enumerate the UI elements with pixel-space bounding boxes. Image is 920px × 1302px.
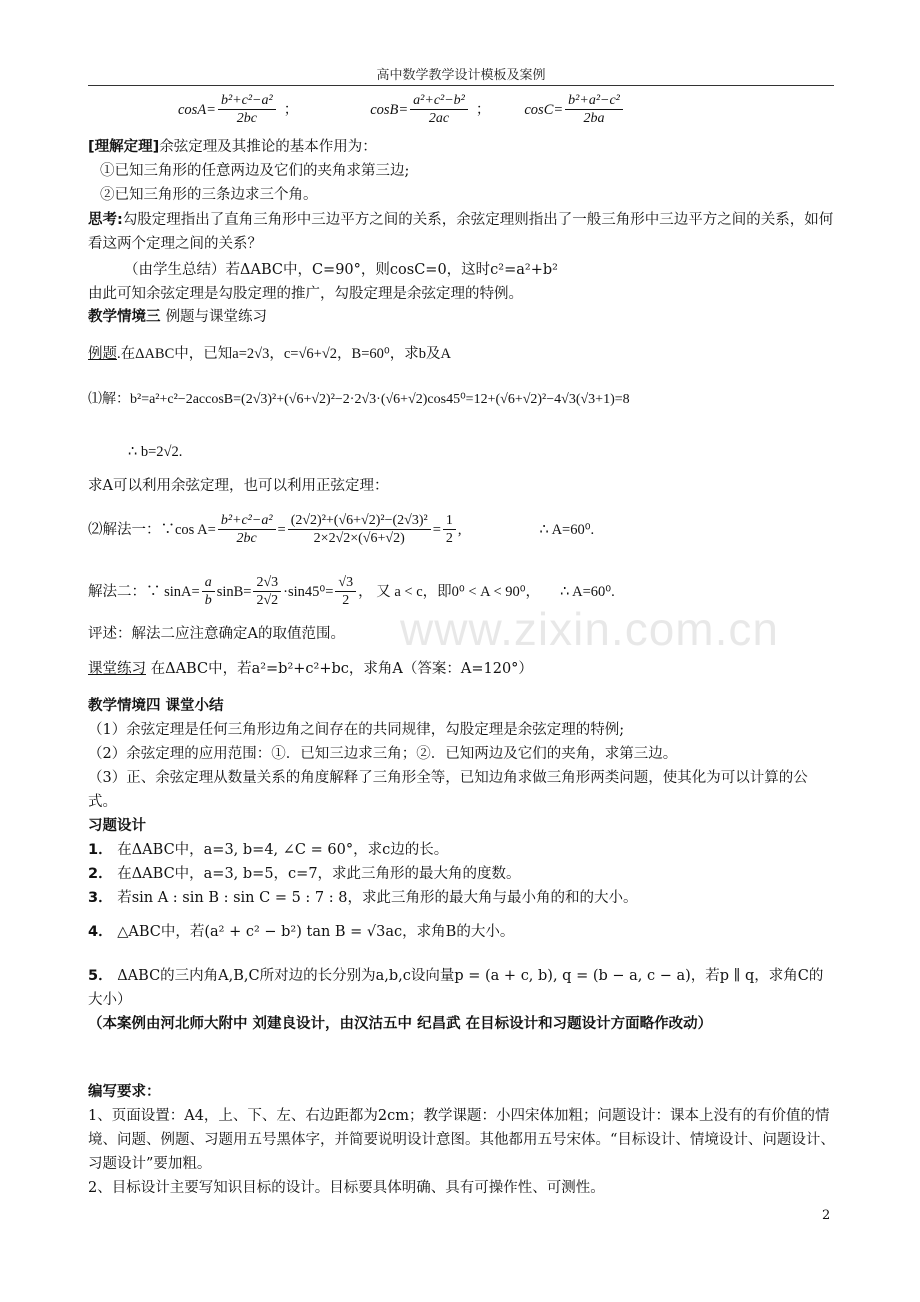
exercise-5 — [88, 964, 836, 1012]
requirements-title: 编写要求： — [88, 1084, 161, 1100]
sol2-f3-numerator: 1 — [443, 512, 456, 530]
example-label: 例题 — [88, 346, 117, 362]
sol3-fraction-1 — [202, 574, 215, 609]
exercises-section — [88, 814, 836, 1036]
exercise-5-text: ΔABC的三内角A,B,C所对边的长分别为a,b,c设向量p = (a + c, b), q = (b − a, c − a)，若p ∥ q，求角C的大小） — [88, 968, 824, 1008]
practice-text: 在ΔABC中，若a²=b²+c²+bc，求角A（答案：A=120°） — [146, 661, 533, 677]
exercise-1 — [88, 838, 836, 862]
exercise-2-number: 2． — [88, 866, 113, 882]
exercise-1-number: 1． — [88, 842, 113, 858]
separator: ； — [475, 101, 491, 118]
sol2-fraction-2 — [288, 512, 431, 547]
cosB-numerator: a²+c²−b² — [410, 92, 468, 110]
header-divider — [88, 85, 834, 86]
exercise-4-number: 4． — [88, 924, 113, 940]
page-header: 高中数学教学设计模板及案例 — [376, 68, 546, 83]
page-number: 2 — [822, 1208, 831, 1223]
practice-label: 课堂练习 — [88, 661, 146, 677]
scene3-title: 教学情境三 — [88, 309, 161, 325]
scene3-heading — [88, 305, 836, 329]
exercise-1-text: 在ΔABC中，a=3, b=4, ∠C = 60°，求c边的长。 — [117, 842, 449, 858]
summary-item-1: （1）余弦定理是任何三角形边角之间存在的共同规律，勾股定理是余弦定理的特例; — [88, 722, 625, 738]
example-text: .在ΔABC中，已知a=2√3，c=√6+√2，B=60⁰，求b及A — [117, 346, 451, 362]
requirement-2: 2、目标设计主要写知识目标的设计。目标要具体明确、具有可操作性、可测性。 — [88, 1180, 605, 1196]
cosB-denominator: 2ac — [428, 111, 450, 126]
sol3-f2-numerator: 2√3 — [253, 574, 281, 592]
cosA-numerator: b²+c²−a² — [218, 92, 276, 110]
sol3-f1-denominator: b — [204, 593, 212, 608]
scene3-subtitle: 例题与课堂练习 — [165, 309, 268, 325]
sol3-f2-denominator: 2√2 — [256, 593, 279, 608]
sol2-f2-denominator: 2×2√2×(√6+√2) — [313, 531, 405, 546]
exercise-2 — [88, 862, 836, 886]
sol3-f3-denominator: 2 — [342, 593, 350, 608]
thinking-tag: 思考: — [88, 212, 123, 228]
sol2-fraction-1 — [218, 512, 276, 547]
exercise-3-number: 3． — [88, 890, 113, 906]
solution-1: ⑴解：b²=a²+c²−2accosB=(2√3)²+(√6+√2)²−2·2√3·(√6+√2)cos45⁰=12+(√6+√2)²−4√3(√3+1)=8 — [88, 392, 630, 407]
exercise-2-text: 在ΔABC中，a=3, b=5，c=7，求此三角形的最大角的度数。 — [117, 866, 521, 882]
separator: ； — [283, 101, 299, 118]
exercise-3-text: 若sin A : sin B : sin C = 5 : 7 : 8，求此三角形的最大角与最小角的和的大小。 — [117, 890, 638, 906]
exercise-3 — [88, 886, 836, 910]
thinking-text: 勾股定理指出了直角三角形中三边平方之间的关系，余弦定理则指出了一般三角形中三边平方之间的关系，如何看这两个定理之间的关系？ — [88, 212, 834, 252]
cosB-label: cosB= — [370, 101, 409, 118]
sol2-f2-numerator: (2√2)²+(√6+√2)²−(2√3)² — [288, 512, 431, 530]
summary-item-3: （3）正、余弦定理从数量关系的角度解释了三角形全等，已知边角求做三角形两类问题，使其化为可以计算的公式。 — [88, 770, 808, 810]
sol3-fraction-3 — [335, 574, 356, 609]
sol3-result: ∴ A=60⁰. — [560, 583, 615, 600]
exercise-4 — [88, 920, 836, 944]
cosine-formulas — [178, 92, 778, 127]
solution-2: ⑵解法一：∵cos A= $\frac{\text{b²+c²−a²}}{2bc}$ = $\frac{\text{(2√2)²+(√6+√2)²−(2√3)²}}{2\times 2√2\times(√6+√2)}$ = $\frac{1}{2}$ , ∴ A=60⁰. — [88, 513, 595, 546]
cosA-label: cosA= — [178, 101, 216, 118]
sol2-prefix: ⑵解法一：∵cos A= — [88, 521, 216, 538]
understand-item-2: ②已知三角形的三条边求三个角。 — [100, 187, 318, 203]
exercise-5-number: 5． — [88, 968, 113, 984]
sol3-mid2: ·sin45⁰= — [283, 583, 334, 600]
sol3-prefix: 解法二：∵ sinA= — [88, 583, 200, 600]
understand-text: 余弦定理及其推论的基本作用为： — [159, 139, 377, 155]
sol3-f3-numerator: √3 — [335, 574, 356, 592]
sol3-f1-numerator: a — [202, 574, 215, 592]
cosA-denominator: 2bc — [236, 111, 257, 126]
cosC-denominator: 2ba — [583, 111, 605, 126]
solution-1-result: ∴ b=2√2. — [128, 444, 183, 460]
class-practice — [88, 657, 836, 681]
case-credit: （本案例由河北师大附中 刘建良设计，由汉沽五中 纪昌武 在目标设计和习题设计方面略作改动） — [88, 1016, 713, 1032]
sol2-f3-denominator: 2 — [445, 531, 453, 546]
understand-tag: [理解定理] — [88, 139, 160, 155]
understand-item-1: ①已知三角形的任意两边及它们的夹角求第三边; — [100, 163, 410, 179]
scene4-summary — [88, 694, 836, 814]
sol2-fraction-3 — [443, 512, 456, 547]
student-summary: （由学生总结）若ΔABC中，C=90°，则cosC=0，这时c²=a²+b² — [124, 262, 558, 278]
writing-requirements — [88, 1080, 836, 1200]
sol3-condition: ， 又 a < c，即0⁰ < A < 90⁰， — [358, 583, 541, 600]
cosC-fraction — [565, 92, 623, 127]
sol2-result: ∴ A=60⁰. — [539, 521, 595, 538]
cosC-label: cosC= — [524, 101, 564, 118]
solution-note: 求A可以利用余弦定理，也可以利用正弦定理： — [88, 478, 389, 494]
example-problem — [88, 342, 836, 366]
exercise-4-text: △ABC中，若(a² + c² − b²) tan B = √3ac，求角B的大小。 — [117, 924, 515, 940]
cosB-fraction — [410, 92, 468, 127]
scene4-title: 教学情境四 课堂小结 — [88, 698, 224, 714]
cosC-numerator: b²+a²−c² — [565, 92, 623, 110]
sol2-f1-numerator: b²+c²−a² — [218, 512, 276, 530]
sol3-fraction-2 — [253, 574, 281, 609]
cosA-fraction — [218, 92, 276, 127]
sol3-mid: sinB= — [216, 583, 252, 600]
watermark: www.zixin.com.cn — [400, 603, 779, 655]
thinking-conclusion: 由此可知余弦定理是勾股定理的推广，勾股定理是余弦定理的特例。 — [88, 286, 523, 302]
solution-comment: 评述：解法二应注意确定A的取值范围。 — [88, 626, 345, 642]
sol2-f1-denominator: 2bc — [236, 531, 257, 546]
thinking-section — [88, 208, 836, 306]
requirement-1: 1、页面设置：A4，上、下、左、右边距都为2cm；教学课题：小四宋体加粗；问题设计：课本上没有的有价值的情境、问题、例题、习题用五号黑体字，并简要说明设计意图。其他都用五号宋体。“目标设计、情境设计、问题设计、习题设计”要加粗。 — [88, 1108, 835, 1172]
summary-item-2: （2）余弦定理的应用范围：①．已知三边求三角；②．已知两边及它们的夹角，求第三边。 — [88, 746, 678, 762]
understand-theorem — [88, 135, 836, 207]
exercises-title: 习题设计 — [88, 818, 146, 834]
